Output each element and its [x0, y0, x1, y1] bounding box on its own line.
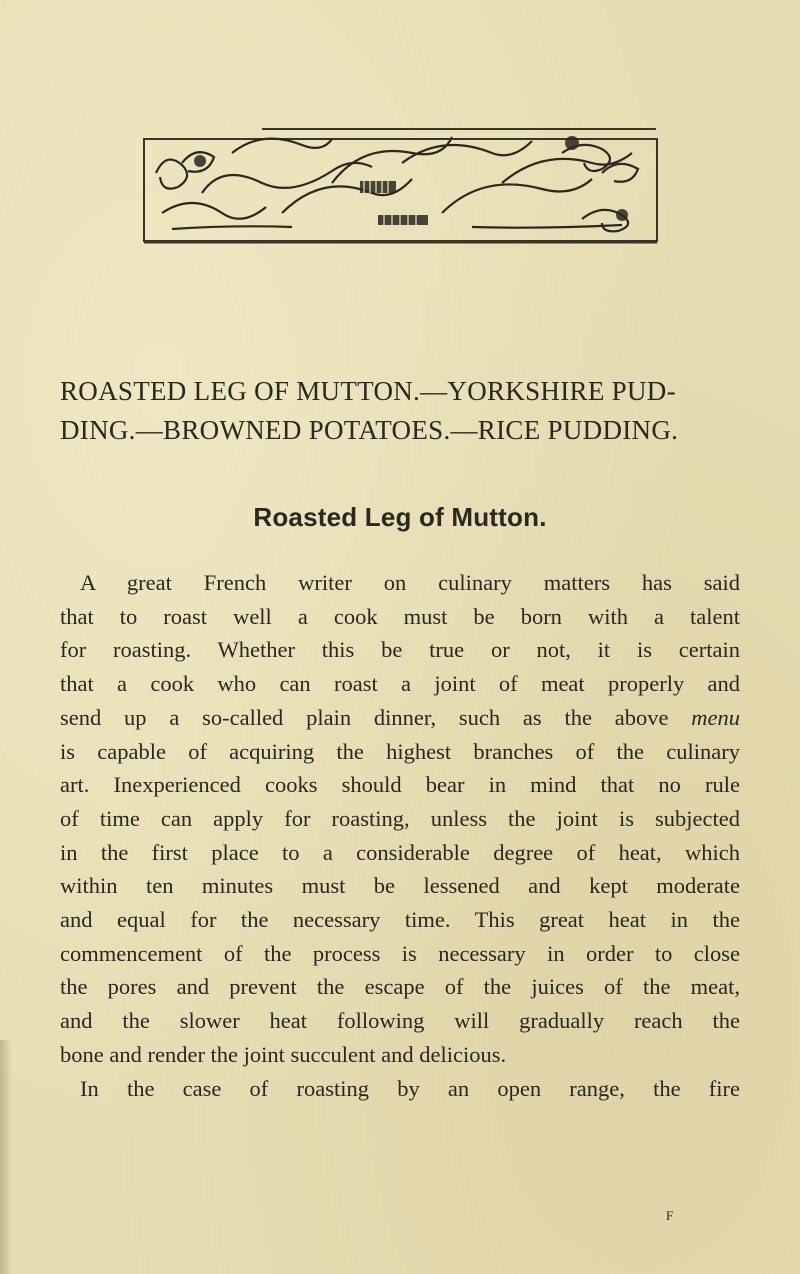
menu-heading-line-2: DING.—BROWNED POTATOES.—RICE PUDDING. — [60, 415, 679, 445]
body-line: commencement of the process is necessary in order to close — [60, 940, 740, 966]
body-line: the pores and prevent the escape of the juices of the meat, — [60, 974, 740, 1000]
body-line: that to roast well a cook must be born with a talent — [60, 603, 740, 629]
body-line: for roasting. Whether this be true or not, it is certain — [60, 637, 740, 663]
body-line: and equal for the necessary time. This great heat in the — [60, 907, 740, 933]
signature-mark: F — [666, 1208, 675, 1223]
menu-heading-line-1: ROASTED LEG OF MUTTON.—YORKSHIRE PUD- — [60, 376, 676, 406]
body-line: art. Inexperienced cooks should bear in mind that no rule — [60, 772, 740, 798]
body-line: is capable of acquiring the highest branches of the culinary — [60, 738, 740, 764]
body-line: of time can apply for roasting, unless the joint is subjected — [60, 805, 740, 831]
body-line — [60, 701, 740, 735]
body-line: and the slower heat following will gradually reach the — [60, 1008, 740, 1034]
decorative-headpiece-icon — [142, 123, 660, 245]
body-line: bone and render the joint succulent and delicious. — [60, 1041, 507, 1067]
body-line: A great French writer on culinary matters has said — [80, 570, 740, 595]
page-edge-stain — [0, 1040, 12, 1274]
body-paragraph — [60, 566, 740, 1105]
menu-emphasis: menu — [691, 704, 740, 730]
body-line: that a cook who can roast a joint of meat properly and — [60, 671, 740, 697]
body-line: In the case of roasting by an open range, the fire — [80, 1075, 740, 1101]
body-line: within ten minutes must be lessened and kept moderate — [60, 873, 740, 899]
body-line: in the first place to a considerable degree of heat, which — [60, 839, 740, 865]
menu-heading — [60, 372, 760, 450]
section-title: Roasted Leg of Mutton. — [253, 502, 547, 532]
body-text-segment: send up a so-called plain dinner, such as the above — [60, 704, 692, 730]
